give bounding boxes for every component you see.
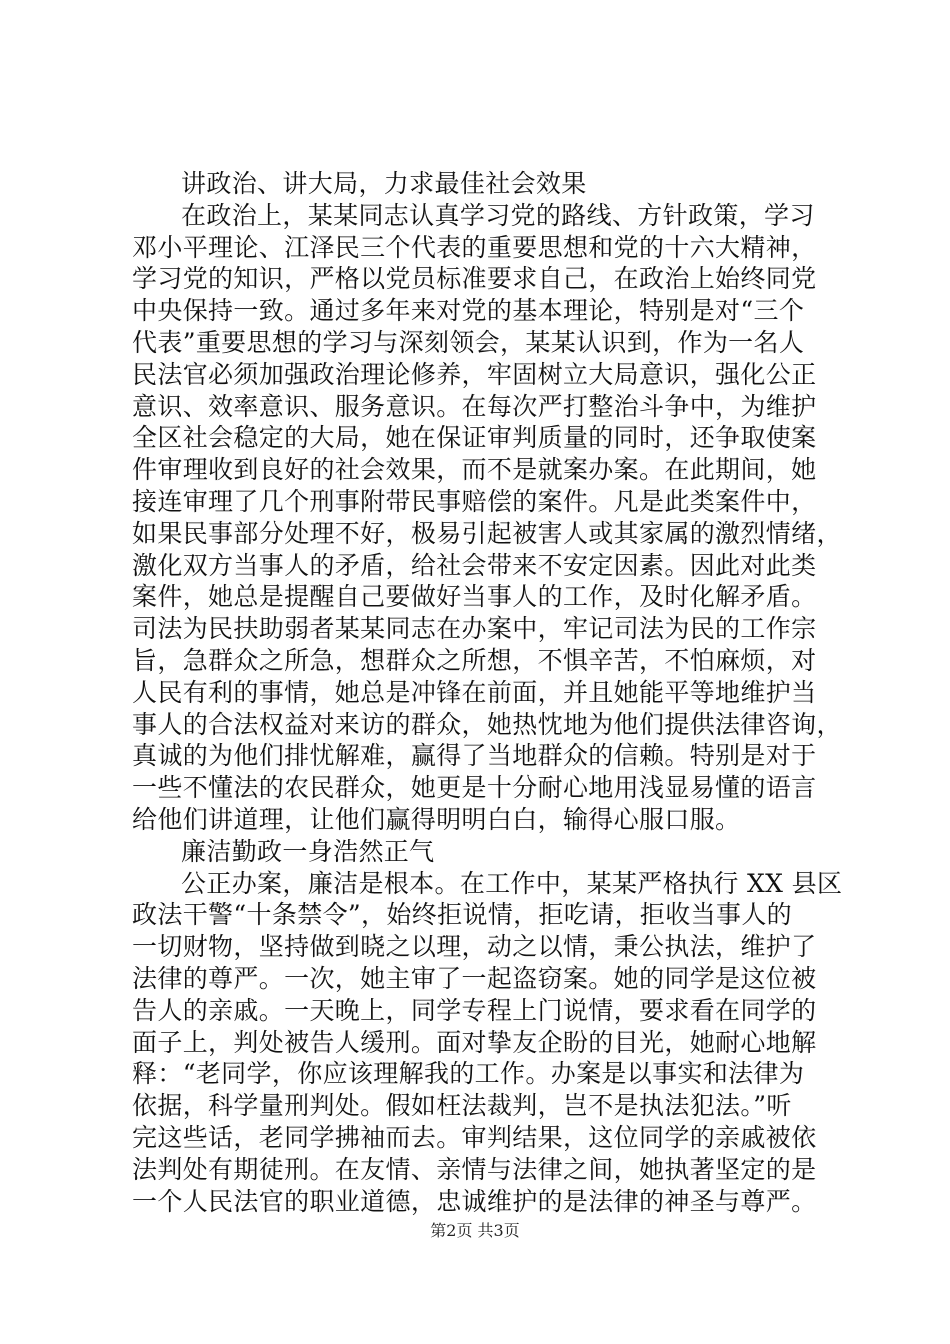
text-line: 给他们讲道理，让他们赢得明明白白，输得心服口服。: [132, 804, 741, 834]
page-footer: 第2页 共3页: [430, 1221, 520, 1240]
text-line: 一个人民法官的职业道德，忠诚维护的是法律的神圣与尊严。: [132, 1186, 817, 1216]
text-line: 案件，她总是提醒自己要做好当事人的工作，及时化解矛盾。: [132, 582, 817, 612]
text-line: 法律的尊严。一次，她主审了一起盗窃案。她的同学是这位被: [132, 963, 817, 993]
text-line: 讲政治、讲大局，力求最佳社会效果: [181, 169, 587, 198]
text-line: 人民有利的事情，她总是冲锋在前面，并且她能平等地维护当: [132, 677, 817, 707]
text-line: 公正办案，廉洁是根本。在工作中，某某严格执行 XX 县区: [181, 868, 843, 898]
text-line: 政法干警“十条禁令”，始终拒说情，拒吃请，拒收当事人的: [132, 900, 793, 930]
text-line: 民法官必须加强政治理论修养，牢固树立大局意识，强化公正: [132, 359, 817, 389]
text-line: 司法为民扶助弱者某某同志在办案中，牢记司法为民的工作宗: [132, 614, 817, 644]
text-line: 旨，急群众之所急，想群众之所想，不惧辛苦，不怕麻烦，对: [132, 645, 817, 675]
text-line: 释：“老同学，你应该理解我的工作。办案是以事实和法律为: [132, 1059, 805, 1089]
text-line: 代表”重要思想的学习与深刻领会，某某认识到，作为一名人: [132, 327, 805, 357]
text-line: 在政治上，某某同志认真学习党的路线、方针政策，学习: [181, 200, 815, 230]
text-line: 接连审理了几个刑事附带民事赔偿的案件。凡是此类案件中，: [132, 486, 817, 516]
text-line: 激化双方当事人的矛盾，给社会带来不安定因素。因此对此类: [132, 550, 817, 580]
text-line: 如果民事部分处理不好，极易引起被害人或其家属的激烈情绪，: [132, 518, 842, 548]
text-line: 全区社会稳定的大局，她在保证审判质量的同时，还争取使案: [132, 423, 817, 453]
text-line: 学习党的知识，严格以党员标准要求自己，在政治上始终同党: [132, 264, 817, 294]
text-line: 真诚的为他们排忧解难，赢得了当地群众的信赖。特别是对于: [132, 741, 817, 771]
text-line: 件审理收到良好的社会效果，而不是就案办案。在此期间，她: [132, 455, 817, 485]
text-line: 依据，科学量刑判处。假如枉法裁判，岂不是执法犯法。”听: [132, 1091, 792, 1121]
text-line: 法判处有期徒刑。在友情、亲情与法律之间，她执著坚定的是: [132, 1154, 817, 1184]
document-body: [132, 168, 843, 1217]
text-line: 邓小平理论、江泽民三个代表的重要思想和党的十六大精神，: [132, 232, 817, 262]
text-line: 面子上，判处被告人缓刑。面对挚友企盼的目光，她耐心地解: [132, 1027, 817, 1057]
text-line: 廉洁勤政一身浩然正气: [181, 836, 435, 866]
text-line: 告人的亲戚。一天晚上，同学专程上门说情，要求看在同学的: [132, 995, 817, 1025]
text-line: 中央保持一致。通过多年来对党的基本理论，特别是对“三个: [132, 296, 805, 326]
text-line: 事人的合法权益对来访的群众，她热忱地为他们提供法律咨询，: [132, 709, 842, 739]
text-line: 意识、效率意识、服务意识。在每次严打整治斗争中，为维护: [132, 391, 817, 421]
text-line: 完这些话，老同学拂袖而去。审判结果，这位同学的亲戚被依: [132, 1122, 817, 1152]
text-line: 一切财物，坚持做到晓之以理，动之以情，秉公执法，维护了: [132, 932, 817, 962]
text-line: 一些不懂法的农民群众，她更是十分耐心地用浅显易懂的语言: [132, 773, 817, 803]
